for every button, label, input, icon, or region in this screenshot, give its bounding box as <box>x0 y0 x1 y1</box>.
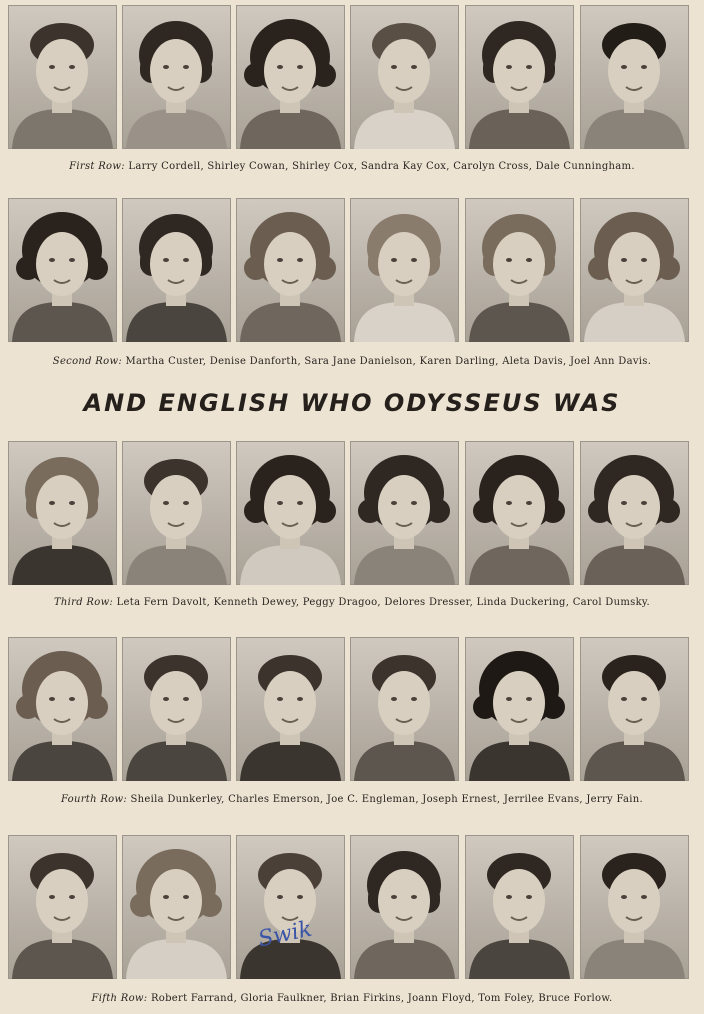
portrait-illustration <box>8 637 117 781</box>
portrait-illustration <box>122 198 231 342</box>
row-names: Larry Cordell, Shirley Cowan, Shirley Cox, Sandra Kay Cox, Carolyn Cross, Dale Cunningham. <box>128 161 635 172</box>
caption-row-5 <box>0 993 704 1004</box>
portrait-illustration <box>122 5 231 149</box>
student-portrait <box>236 441 345 585</box>
student-portrait <box>8 198 117 342</box>
portrait-illustration <box>465 441 574 585</box>
portrait-illustration <box>465 198 574 342</box>
student-portrait <box>580 835 689 979</box>
portrait-illustration <box>8 5 117 149</box>
student-portrait <box>350 5 459 149</box>
photo-row-5 <box>0 835 704 985</box>
photo-row-1 <box>0 5 704 155</box>
row-names: Martha Custer, Denise Danforth, Sara Jane Danielson, Karen Darling, Aleta Davis, Joel Ann Davis. <box>125 356 652 367</box>
student-portrait <box>8 5 117 149</box>
portrait-illustration <box>350 637 459 781</box>
portrait-illustration <box>465 835 574 979</box>
portrait-illustration <box>350 198 459 342</box>
portrait-illustration <box>236 637 345 781</box>
student-portrait <box>122 637 231 781</box>
portrait-illustration <box>350 5 459 149</box>
student-portrait <box>8 835 117 979</box>
portrait-illustration <box>465 5 574 149</box>
student-portrait <box>236 835 345 979</box>
row-label: First Row: <box>69 161 125 172</box>
caption-row-4 <box>0 794 704 805</box>
portrait-illustration <box>122 441 231 585</box>
row-names: Robert Farrand, Gloria Faulkner, Brian Firkins, Joann Floyd, Tom Foley, Bruce Forlow. <box>150 993 613 1004</box>
portrait-illustration <box>8 835 117 979</box>
portrait-illustration <box>236 198 345 342</box>
student-portrait <box>580 5 689 149</box>
portrait-illustration <box>580 5 689 149</box>
portrait-illustration <box>350 835 459 979</box>
photo-row-4 <box>0 637 704 787</box>
student-portrait <box>465 637 574 781</box>
student-portrait <box>580 637 689 781</box>
student-portrait <box>236 637 345 781</box>
student-portrait <box>465 835 574 979</box>
student-portrait <box>350 441 459 585</box>
row-label: Fifth Row: <box>91 993 148 1004</box>
caption-row-3 <box>0 597 704 608</box>
portrait-illustration <box>580 835 689 979</box>
portrait-illustration <box>580 637 689 781</box>
row-label: Second Row: <box>52 356 122 367</box>
student-portrait <box>122 198 231 342</box>
student-portrait <box>580 441 689 585</box>
row-label: Third Row: <box>53 597 114 608</box>
caption-row-2 <box>0 356 704 367</box>
portrait-illustration <box>8 198 117 342</box>
student-portrait <box>236 5 345 149</box>
portrait-illustration <box>122 835 231 979</box>
page-headline: AND ENGLISH WHO ODYSSEUS WAS <box>83 389 621 417</box>
portrait-illustration <box>580 441 689 585</box>
student-portrait <box>465 5 574 149</box>
student-portrait <box>236 198 345 342</box>
row-names: Leta Fern Davolt, Kenneth Dewey, Peggy Dragoo, Delores Dresser, Linda Duckering, Carol Dumsky. <box>116 597 651 608</box>
photo-row-3 <box>0 441 704 591</box>
student-portrait <box>122 835 231 979</box>
portrait-illustration <box>465 637 574 781</box>
portrait-illustration <box>580 198 689 342</box>
student-portrait <box>350 198 459 342</box>
portrait-illustration <box>236 835 345 979</box>
student-portrait <box>122 441 231 585</box>
student-portrait <box>8 637 117 781</box>
student-portrait <box>465 198 574 342</box>
caption-row-1 <box>0 161 704 172</box>
photo-row-2 <box>0 198 704 348</box>
student-portrait <box>350 637 459 781</box>
student-portrait <box>350 835 459 979</box>
portrait-illustration <box>8 441 117 585</box>
row-label: Fourth Row: <box>60 794 128 805</box>
row-names: Sheila Dunkerley, Charles Emerson, Joe C. Engleman, Joseph Ernest, Jerrilee Evans, Jerry Fain. <box>130 794 644 805</box>
student-portrait <box>8 441 117 585</box>
student-portrait <box>465 441 574 585</box>
student-portrait <box>580 198 689 342</box>
portrait-illustration <box>236 5 345 149</box>
student-portrait <box>122 5 231 149</box>
portrait-illustration <box>350 441 459 585</box>
handwritten-signature: Swik <box>255 916 315 953</box>
portrait-illustration <box>122 637 231 781</box>
portrait-illustration <box>236 441 345 585</box>
